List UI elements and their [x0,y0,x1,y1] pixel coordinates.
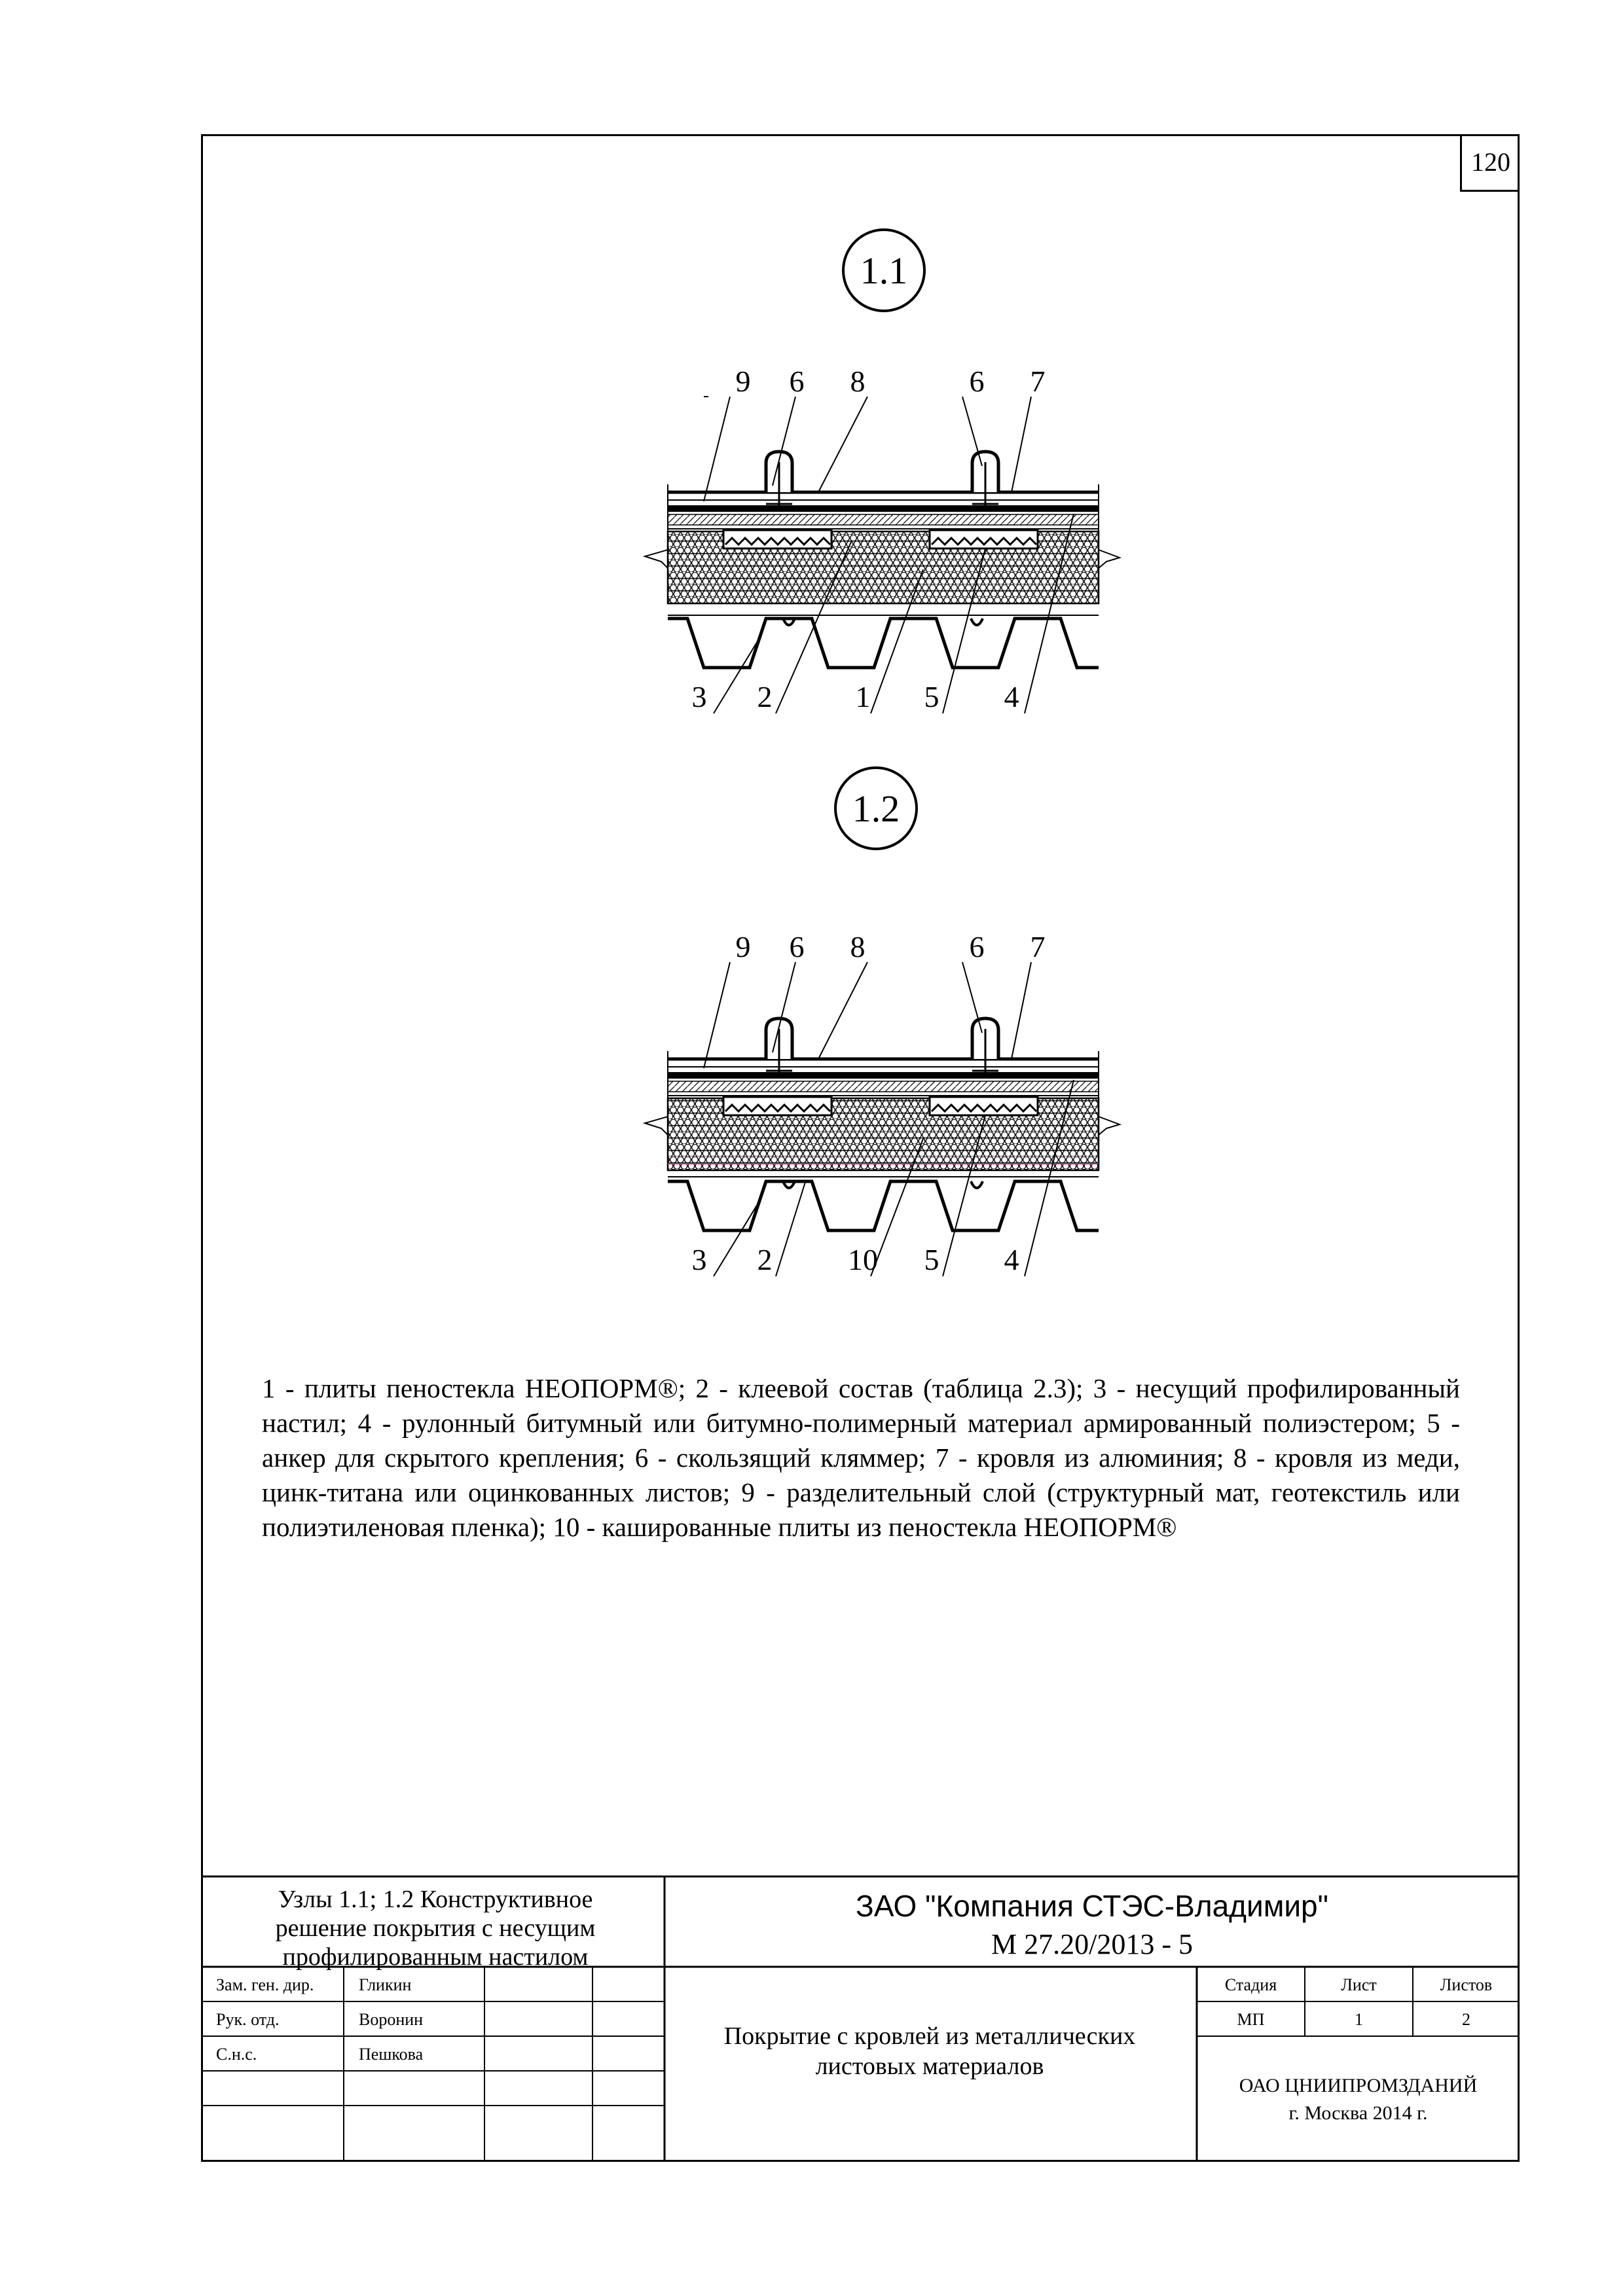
label-8: 8 [850,930,866,963]
legend-text: 1 - плиты пеностекла НЕОПОРМ®; 2 - клеевой состав (таблица 2.3); 3 - несущий профилированный настил; 4 - рулонный битумный или битумно-полимерный материал армированный полиэстером; 5 - анкер для скрытого крепления; 6 - скользящий кляммер; 7 - кровля из алюминия; 8 - кровля из меди, цинк-титана или оцинкованных листов; 9 - разделительный слой (структурный мат, геотекстиль или полиэтиленовая пленка); 10 - кашированные плиты из пеностекла НЕОПОРМ® [262,1373,1460,1542]
page-number: 120 [1460,134,1520,192]
label-1: 1 [855,680,871,713]
label-4: 4 [1004,680,1019,713]
stage-header: Стадия [1224,1975,1277,1994]
label-7: 7 [1030,930,1046,963]
sheet-value: 1 [1355,2010,1363,2029]
sheet-title: Покрытие с кровлей из металлических листовых материалов [723,2022,1136,2080]
city-year: г. Москва 2014 г. [1288,2102,1428,2124]
document-code: М 27.20/2013 - 5 [991,1928,1193,1960]
role-1: Зам. ген. дир. [216,1975,314,1994]
label-7: 7 [1030,365,1046,398]
label-5: 5 [924,1243,939,1276]
name-3: Пешкова [359,2045,424,2064]
sheet-header: Лист [1341,1975,1377,1994]
figure-1-1 [645,230,1120,713]
label-6b: 6 [969,365,985,398]
stage-value: МП [1237,2010,1265,2029]
figure-title: 1.2 [852,787,900,830]
sheets-value: 2 [1462,2010,1470,2029]
label-3: 3 [691,680,707,713]
label-2: 2 [757,1243,773,1276]
label-10: 10 [848,1243,878,1276]
name-1: Гликин [359,1975,412,1994]
figure-1-2 [645,768,1120,1276]
drawing-title: Узлы 1.1; 1.2 Конструктивное решение покрытия с несущим профилированным настилом [275,1886,596,1971]
label-5: 5 [924,680,939,713]
figure-title: 1.1 [860,249,908,292]
label-4: 4 [1004,1243,1019,1276]
name-2: Воронин [359,2010,424,2029]
role-3: С.н.с. [216,2045,257,2064]
label-3: 3 [691,1243,707,1276]
role-2: Рук. отд. [216,2010,280,2029]
organization: ОАО ЦНИИПРОМЗДАНИЙ [1239,2075,1478,2096]
label-6b: 6 [969,930,985,963]
label-9: 9 [735,365,751,398]
label-9: 9 [735,930,751,963]
label-2: 2 [757,680,773,713]
label-6: 6 [789,365,805,398]
sheets-header: Листов [1440,1975,1493,1994]
label-8: 8 [850,365,866,398]
company-name: ЗАО "Компания СТЭС-Владимир" [856,1889,1328,1923]
label-6: 6 [789,930,805,963]
